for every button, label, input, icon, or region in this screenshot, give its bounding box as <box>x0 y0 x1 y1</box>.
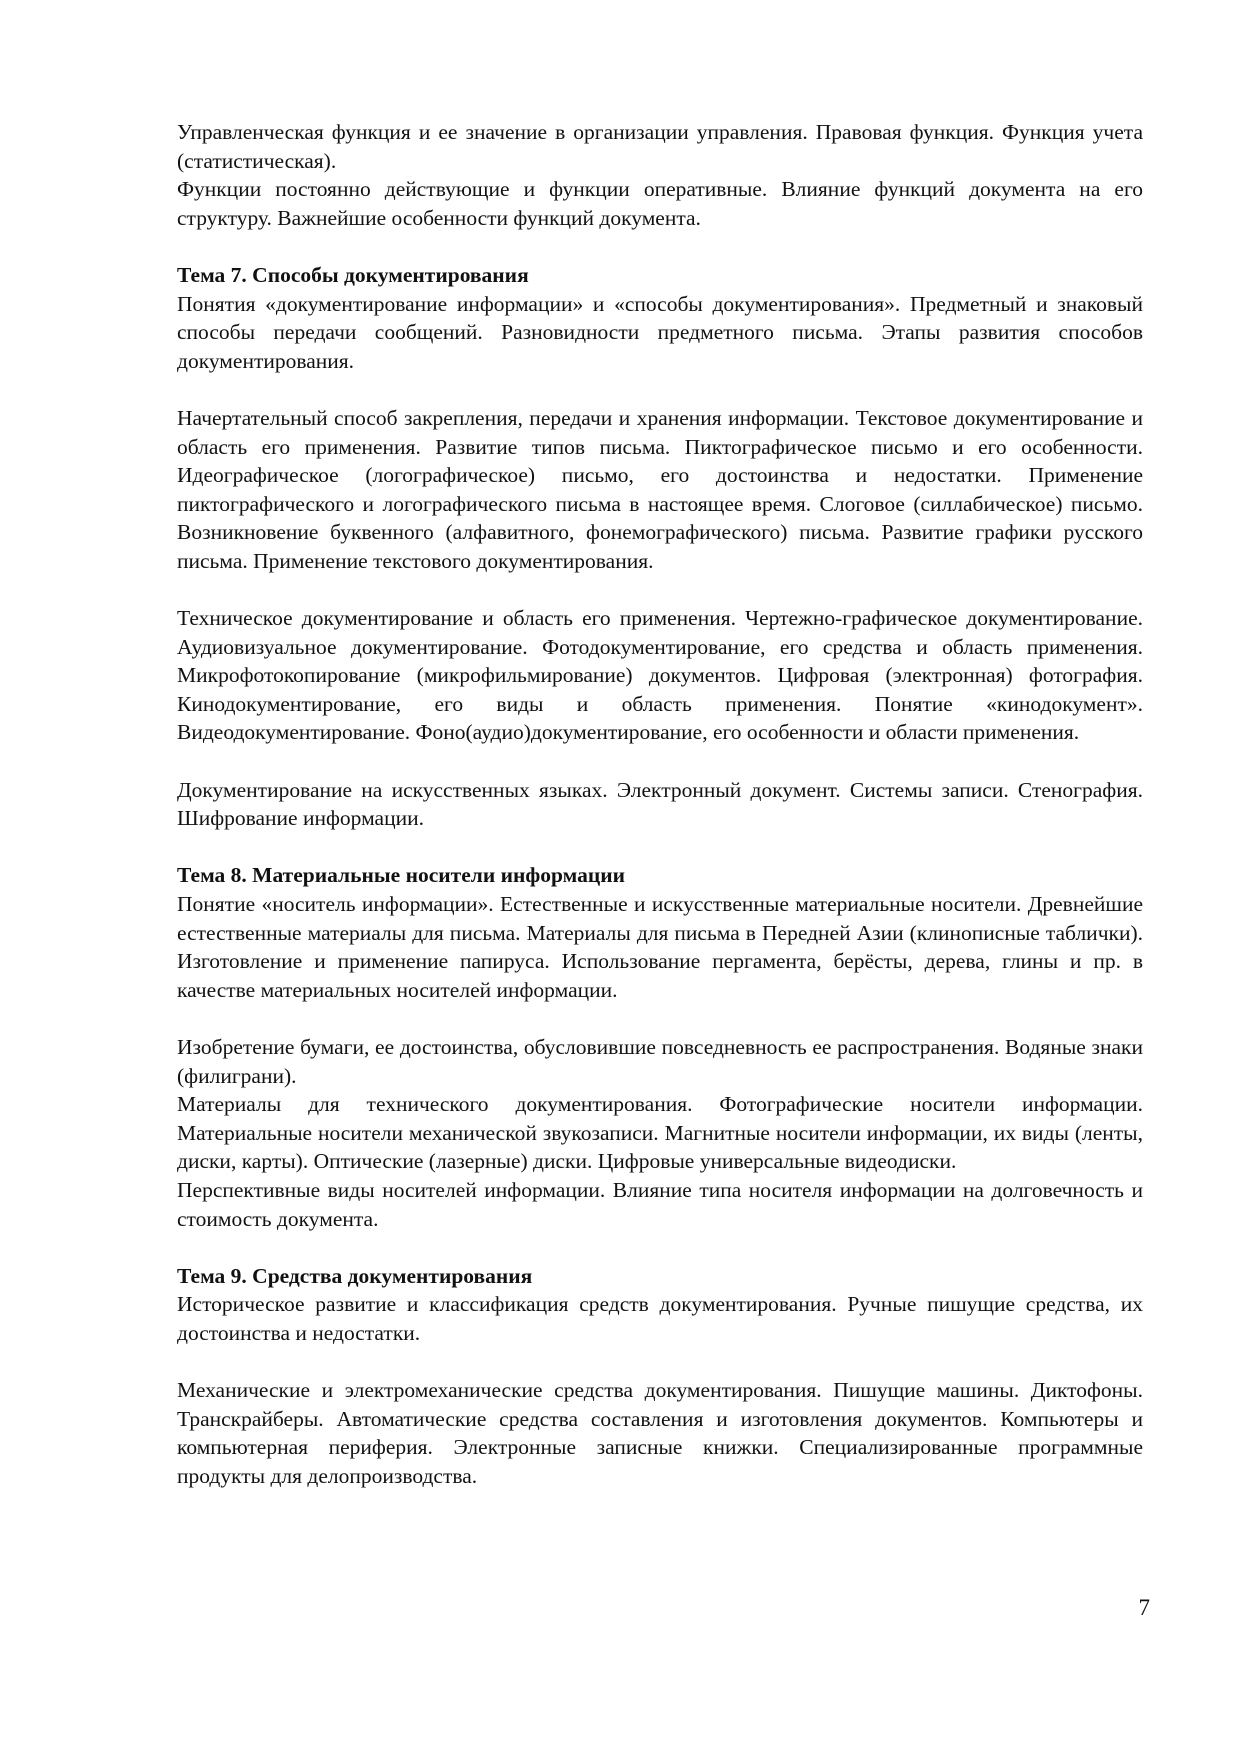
topic-7-paragraph-4: Документирование на искусственных языках. Электронный документ. Системы записи. Стенография. Шифрование информации. <box>177 777 1143 831</box>
paragraph-gap <box>177 232 1143 261</box>
paragraph-gap <box>177 1004 1143 1033</box>
topic-7-heading: Тема 7. Способы документирования <box>177 262 529 287</box>
page-body <box>177 118 1143 1491</box>
intro-paragraph-2: Функции постоянно действующие и функции оперативные. Влияние функций документа на его структуру. Важнейшие особенности функций документа. <box>177 177 1143 230</box>
topic-7-paragraph-1: Понятия «документирование информации» и «способы документирования». Предметный и знаковый способы передачи сообщений. Разновидности предметного письма. Этапы развития способов документирования. <box>177 291 1143 373</box>
topic-7-paragraph-3: Техническое документирование и область его применения. Чертежно-графическое документирование. Аудиовизуальное документирование. Фотодокументирование, его средства и область применения. Микрофотокопирование (микрофильмирование) документов. Цифровая (электронная) фотография. Кинодокументирование, его виды и область применения. Понятие «кинодокумент». Видеодокументирование. Фоно(аудио)документирование, его особенности и области применения. <box>177 606 1143 745</box>
topic-8-heading: Тема 8. Материальные носители информации <box>177 863 626 888</box>
paragraph-gap <box>177 747 1143 776</box>
topic-8-paragraph-1: Понятие «носитель информации». Естественные и искусственные материальные носители. Древнейшие естественные материалы для письма. Материалы для письма в Передней Азии (клинописные таблички). Изготовление и применение папируса. Использование пергамента, берёсты, дерева, глины и пр. в качестве материальных носителей информации. <box>177 892 1143 1002</box>
topic-9-paragraph-2: Механические и электромеханические средства документирования. Пишущие машины. Диктофоны. Транскрайберы. Автоматические средства составления и изготовления документов. Компьютеры и компьютерная периферия. Электронные записные книжки. Специализированные программные продукты для делопроизводства. <box>177 1378 1143 1488</box>
topic-8-paragraph-2: Изобретение бумаги, ее достоинства, обусловившие повседневность ее распространения. Водяные знаки (филиграни). <box>177 1035 1143 1088</box>
paragraph-gap <box>177 1348 1143 1377</box>
topic-8-paragraph-4: Перспективные виды носителей информации. Влияние типа носителя информации на долговечность и стоимость документа. <box>177 1177 1143 1231</box>
topic-8-paragraph-3: Материалы для технического документирования. Фотографические носители информации. Материальные носители механической звукозаписи. Магнитные носители информации, их виды (ленты, диски, карты). Оптические (лазерные) диски. Цифровые универсальные видеодиски. <box>177 1092 1143 1174</box>
paragraph-gap <box>177 833 1143 862</box>
page-number: 7 <box>1138 1595 1150 1620</box>
topic-9-paragraph-1: Историческое развитие и классификация средств документирования. Ручные пишущие средства, их достоинства и недостатки. <box>177 1292 1143 1345</box>
paragraph-gap <box>177 1233 1143 1262</box>
topic-9-heading: Тема 9. Средства документирования <box>177 1263 533 1288</box>
paragraph-gap <box>177 576 1143 605</box>
intro-paragraph-1: Управленческая функция и ее значение в организации управления. Правовая функция. Функция учета (статистическая). <box>177 120 1143 173</box>
paragraph-gap <box>177 375 1143 404</box>
topic-7-paragraph-2: Начертательный способ закрепления, передачи и хранения информации. Текстовое документирование и область его применения. Развитие типов письма. Пиктографическое письмо и его особенности. Идеографическое (логографическое) письмо, его достоинства и недостатки. Применение пиктографического и логографического письма в настоящее время. Слоговое (силлабическое) письмо. Возникновение буквенного (алфавитного, фонемографического) письма. Развитие графики русского письма. Применение текстового документирования. <box>177 405 1143 573</box>
